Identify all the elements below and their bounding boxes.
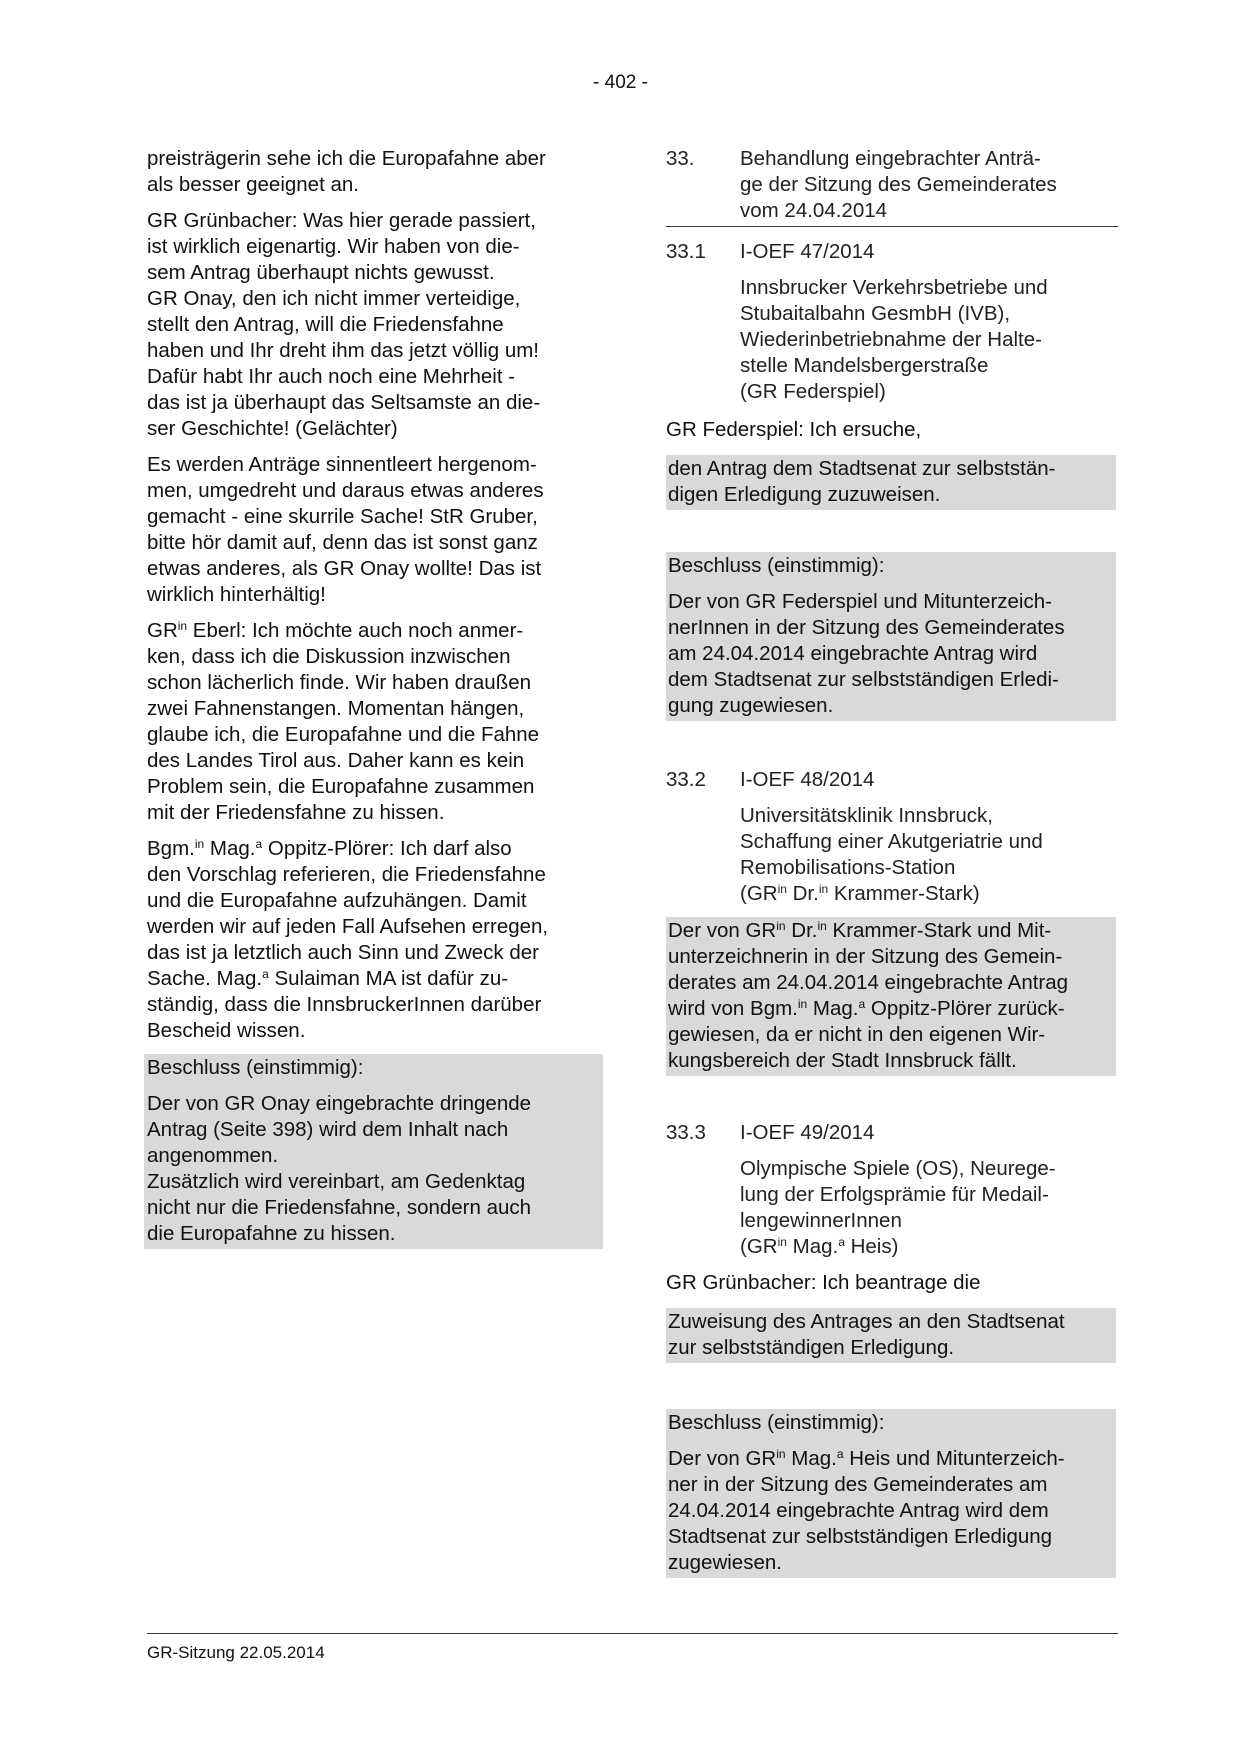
text-fragment: Heis) xyxy=(844,1235,899,1258)
text-line: Bescheid wissen. xyxy=(147,1019,306,1042)
text-line: Es werden Anträge sinnentleert hergenom- xyxy=(147,453,537,476)
text-fragment: Krammer-Stark und Mit- xyxy=(826,919,1052,942)
heading-line: ge der Sitzung des Gemeinderates xyxy=(740,173,1057,196)
text-line: Antrag (Seite 398) wird dem Inhalt nach xyxy=(147,1118,509,1141)
text-line: sem Antrag überhaupt nichts gewusst. xyxy=(147,261,495,284)
paragraph-antraege xyxy=(147,452,597,608)
text-line: schon lächerlich finde. Wir haben draußen xyxy=(147,671,532,694)
text-fragment: Sulaiman MA ist dafür zu- xyxy=(268,967,509,990)
text-fragment: (GR xyxy=(740,1235,778,1258)
text-line: als besser geeignet an. xyxy=(147,173,359,196)
item-heading-33-3 xyxy=(666,1120,1118,1146)
text-line: mit der Friedensfahne zu hissen. xyxy=(147,801,445,824)
speaker-label: GR xyxy=(147,619,178,642)
text-fragment: (GR xyxy=(740,882,778,905)
text-line xyxy=(147,966,597,992)
text-line: den Antrag dem Stadtsenat zur selbststän- xyxy=(668,457,1056,480)
text-fragment: Mag. xyxy=(786,1235,839,1258)
text-fragment: Bgm. xyxy=(147,837,195,860)
item-code: I-OEF 48/2014 xyxy=(740,768,875,791)
text-fragment: Heis und Mitunterzeich- xyxy=(843,1447,1065,1470)
text-line: das ist ja überhaupt das Seltsamste an die- xyxy=(147,391,541,414)
item-title xyxy=(740,1156,1118,1260)
text-line: preisträgerin sehe ich die Europafahne aber xyxy=(147,147,546,170)
superscript: a xyxy=(255,837,263,851)
text-fragment: Dr. xyxy=(785,919,818,942)
page-number: - 402 - xyxy=(593,72,648,93)
text-line: 24.04.2014 eingebrachte Antrag wird dem xyxy=(668,1499,1049,1522)
text-fragment: Der von GR xyxy=(668,1447,777,1470)
left-column xyxy=(147,146,597,1249)
heading-line: vom 24.04.2014 xyxy=(740,199,888,222)
text-line: werden wir auf jeden Fall Aufsehen erregen, xyxy=(147,915,549,938)
text-line: Zuweisung des Antrages an den Stadtsenat xyxy=(668,1310,1065,1333)
paragraph-eberl xyxy=(147,618,597,826)
superscript: in xyxy=(177,619,188,633)
text-line: unterzeichnerin in der Sitzung des Gemein- xyxy=(668,945,1063,968)
text-line: men, umgedreht und daraus etwas anderes xyxy=(147,479,544,502)
text-fragment: Dr. xyxy=(786,882,819,905)
superscript: a xyxy=(838,1235,845,1249)
title-line: Innsbrucker Verkehrsbetriebe und xyxy=(740,276,1048,299)
text-line: am 24.04.2014 eingebrachte Antrag wird xyxy=(668,642,1038,665)
text-line xyxy=(668,1446,1116,1472)
item-number: 33.2 xyxy=(666,768,706,791)
text-line: derates am 24.04.2014 eingebrachte Antrag xyxy=(668,971,1069,994)
text-line: ständig, dass die InnsbruckerInnen darüber xyxy=(147,993,542,1016)
text-line: die Europafahne zu hissen. xyxy=(147,1222,396,1245)
text-fragment: Mag. xyxy=(785,1447,837,1470)
text-line: GR Onay, den ich nicht immer verteidige, xyxy=(147,287,521,310)
paragraph-continuation xyxy=(147,146,597,198)
text-line: nerInnen in der Sitzung des Gemeinderates xyxy=(668,616,1065,639)
superscript: in xyxy=(797,997,808,1011)
text-line xyxy=(668,918,1116,944)
title-line xyxy=(740,1234,1118,1260)
text-line: ken, dass ich die Diskussion inzwischen xyxy=(147,645,511,668)
superscript: in xyxy=(777,882,787,896)
resolution-box xyxy=(144,1054,603,1249)
text-line: des Landes Tirol aus. Daher kann es kein xyxy=(147,749,525,772)
text-line: etwas anderes, als GR Onay wollte! Das ist xyxy=(147,557,542,580)
text-line: ner in der Sitzung des Gemeinderates am xyxy=(668,1473,1048,1496)
superscript: in xyxy=(818,882,829,896)
title-line: Schaffung einer Akutgeriatrie und xyxy=(740,830,1043,853)
text-fragment: Mag. xyxy=(204,837,256,860)
text-fragment: Oppitz-Plörer: Ich darf also xyxy=(262,837,512,860)
heading-line: Behandlung eingebrachter Anträ- xyxy=(740,147,1041,170)
superscript: a xyxy=(836,1447,844,1461)
paragraph-oppitz-ploerer xyxy=(147,836,597,1044)
text-line: nicht nur die Friedensfahne, sondern auch xyxy=(147,1196,532,1219)
title-line: (GR Federspiel) xyxy=(740,380,886,403)
item-title xyxy=(740,275,1118,405)
text-fragment: Krammer-Stark) xyxy=(828,882,980,905)
title-line xyxy=(740,881,1118,907)
text-line: gemacht - eine skurrile Sache! StR Gruber, xyxy=(147,505,538,528)
text-line xyxy=(147,836,597,862)
text-line: GR Grünbacher: Was hier gerade passiert, xyxy=(147,209,536,232)
text-line: angenommen. xyxy=(147,1144,279,1167)
section-number: 33. xyxy=(666,147,695,170)
text-line: gung zugewiesen. xyxy=(668,694,834,717)
text-line: Der von GR Onay eingebrachte dringende xyxy=(147,1092,532,1115)
item-number: 33.3 xyxy=(666,1121,706,1144)
text-line: Der von GR Federspiel und Mitunterzeich- xyxy=(668,590,1052,613)
text-fragment: Mag. xyxy=(807,997,859,1020)
superscript: in xyxy=(776,1447,786,1461)
text-line: wirklich hinterhältig! xyxy=(147,583,326,606)
speech: GR Grünbacher: Ich beantrage die xyxy=(666,1271,981,1294)
title-line: Universitätsklinik Innsbruck, xyxy=(740,804,993,827)
text-line: bitte hör damit auf, denn das ist sonst ganz xyxy=(147,531,538,554)
text-line: dem Stadtsenat zur selbstständigen Erledi- xyxy=(668,668,1059,691)
text-line: Problem sein, die Europafahne zusammen xyxy=(147,775,535,798)
text-line: den Vorschlag referieren, die Friedensfahne xyxy=(147,863,546,886)
superscript: in xyxy=(194,837,205,851)
superscript: a xyxy=(858,997,866,1011)
section-heading-33 xyxy=(666,146,1118,227)
text-line: glaube ich, die Europafahne und die Fahne xyxy=(147,723,540,746)
text-fragment: Sache. Mag. xyxy=(147,967,263,990)
text-line: und die Europafahne aufzuhängen. Damit xyxy=(147,889,527,912)
text-line: haben und Ihr dreht ihm das jetzt völlig um! xyxy=(147,339,539,362)
text-line: gewiesen, da er nicht in den eigenen Wir- xyxy=(668,1023,1046,1046)
text-line: zur selbstständigen Erledigung. xyxy=(668,1336,955,1359)
item-heading-33-2 xyxy=(666,767,1118,793)
superscript: in xyxy=(776,919,786,933)
item-code: I-OEF 49/2014 xyxy=(740,1121,875,1144)
text-line: zugewiesen. xyxy=(668,1551,782,1574)
text-line: ser Geschichte! (Gelächter) xyxy=(147,417,398,440)
title-line: Stubaitalbahn GesmbH (IVB), xyxy=(740,302,1011,325)
text-line: digen Erledigung zuzuweisen. xyxy=(668,483,941,506)
text-line: Dafür habt Ihr auch noch eine Mehrheit - xyxy=(147,365,516,388)
text-fragment: Oppitz-Plörer zurück- xyxy=(865,997,1065,1020)
footer-text: GR-Sitzung 22.05.2014 xyxy=(147,1643,325,1662)
text-fragment: Eberl: Ich möchte auch noch anmer- xyxy=(187,619,524,642)
text-line xyxy=(668,996,1116,1022)
text-line: stellt den Antrag, will die Friedensfahne xyxy=(147,313,504,336)
resolution-box xyxy=(666,552,1116,721)
item-title xyxy=(740,803,1118,907)
resolution-box xyxy=(666,917,1116,1076)
text-line: das ist ja letztlich auch Sinn und Zweck der xyxy=(147,941,539,964)
title-line: stelle Mandelsbergerstraße xyxy=(740,354,989,377)
speech: GR Federspiel: Ich ersuche, xyxy=(666,418,922,441)
resolution-label: Beschluss (einstimmig): xyxy=(147,1056,364,1079)
right-column xyxy=(666,146,1118,1578)
text-fragment: Der von GR xyxy=(668,919,777,942)
text-line: Stadtsenat zur selbstständigen Erledigung xyxy=(668,1525,1053,1548)
request-box xyxy=(666,455,1116,510)
item-heading-33-1 xyxy=(666,239,1118,265)
resolution-label: Beschluss (einstimmig): xyxy=(668,1411,885,1434)
title-line: Remobilisations-Station xyxy=(740,856,956,879)
superscript: in xyxy=(817,919,827,933)
text-line: Zusätzlich wird vereinbart, am Gedenktag xyxy=(147,1170,526,1193)
paragraph-gruenbacher xyxy=(147,208,597,442)
title-line: lengewinnerInnen xyxy=(740,1209,902,1232)
resolution-label: Beschluss (einstimmig): xyxy=(668,554,885,577)
item-code: I-OEF 47/2014 xyxy=(740,240,875,263)
title-line: Wiederinbetriebnahme der Halte- xyxy=(740,328,1042,351)
request-box xyxy=(666,1308,1116,1363)
text-line: kungsbereich der Stadt Innsbruck fällt. xyxy=(668,1049,1017,1072)
text-line: ist wirklich eigenartig. Wir haben von die- xyxy=(147,235,520,258)
superscript: in xyxy=(777,1235,787,1249)
text-line: zwei Fahnenstangen. Momentan hängen, xyxy=(147,697,525,720)
text-fragment: wird von Bgm. xyxy=(668,997,798,1020)
text-line xyxy=(147,618,597,644)
item-number: 33.1 xyxy=(666,240,706,263)
resolution-box xyxy=(666,1409,1116,1578)
footer-divider xyxy=(147,1633,1118,1634)
title-line: Olympische Spiele (OS), Neurege- xyxy=(740,1157,1056,1180)
superscript: a xyxy=(262,967,269,981)
title-line: lung der Erfolgsprämie für Medail- xyxy=(740,1183,1049,1206)
